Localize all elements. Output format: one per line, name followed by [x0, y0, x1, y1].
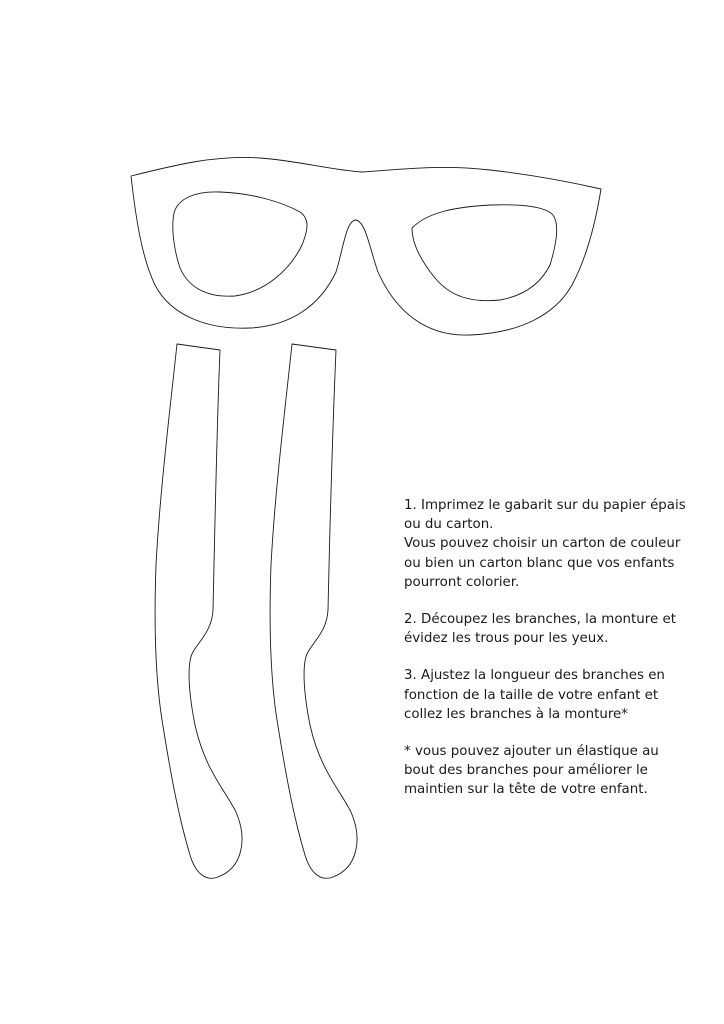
left-temple-arm — [155, 344, 242, 878]
right-temple-arm — [270, 344, 357, 878]
instruction-step-1: 1. Imprimez le gabarit sur du papier épais ou du carton. Vous pouvez choisir un carton de couleur ou bien un carton blanc que vos enfants pourront colorier. — [404, 498, 686, 590]
instruction-note: * vous pouvez ajouter un élastique au bout des branches pour améliorer le maintien sur la tête de votre enfant. — [404, 744, 659, 798]
right-lens-cutout — [412, 205, 557, 301]
instruction-step-3: 3. Ajustez la longueur des branches en fonction de la taille de votre enfant et collez les branches à la monture* — [404, 668, 665, 722]
left-lens-cutout — [173, 192, 307, 296]
instructions-text-block — [404, 496, 704, 818]
instruction-step-2: 2. Découpez les branches, la monture et évidez les trous pour les yeux. — [404, 612, 676, 647]
glasses-frame-outline — [131, 157, 601, 335]
